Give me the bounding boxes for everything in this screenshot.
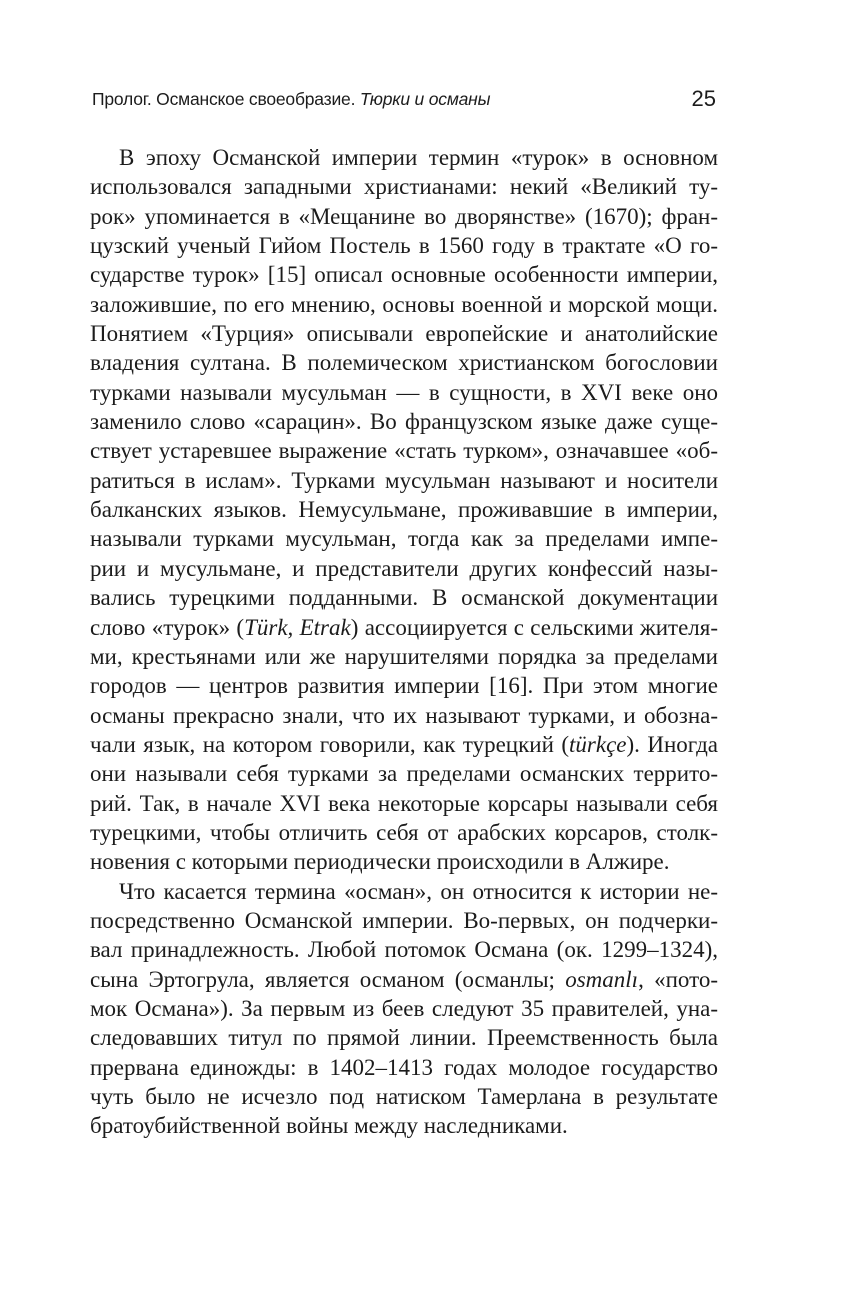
text-segment: рии и мусульмане, и представители других конфессий назы- — [90, 555, 718, 581]
text-line — [90, 554, 718, 583]
italic-term: osmanlı — [565, 966, 639, 992]
text-segment: балканских языков. Немусульмане, проживавшие в империи, — [90, 497, 718, 523]
text-segment: слово «турок» ( — [90, 614, 245, 640]
text-segment: новения с которыми периодически происходили в Алжире. — [90, 849, 670, 875]
text-line — [90, 319, 718, 348]
text-line — [90, 436, 718, 465]
text-segment: заменило слово «сарацин». Во французском языке даже суще- — [90, 409, 718, 435]
text-line — [90, 1023, 718, 1052]
running-title-subtitle: Тюрки и османы — [359, 89, 491, 109]
text-segment: посредственно Османской империи. Во-первых, он подчерки- — [90, 907, 718, 933]
running-title — [92, 89, 490, 110]
text-line — [90, 847, 718, 876]
text-line — [90, 789, 718, 818]
text-line — [90, 935, 718, 964]
running-title-main: Пролог. Османское своеобразие. — [92, 89, 360, 109]
text-segment: ратиться в ислам». Турками мусульман называют и носители — [90, 467, 718, 493]
text-line — [90, 730, 718, 759]
text-segment: ) ассоциируется с сельскими жителя- — [350, 614, 718, 640]
text-line — [90, 759, 718, 788]
text-segment: османы прекрасно знали, что их называют турками, и обозна- — [90, 702, 718, 728]
text-segment: городов — центров развития империи [16]. При этом многие — [90, 673, 718, 699]
text-segment: братоубийственной войны между наследниками. — [90, 1113, 568, 1139]
text-segment: чуть было не исчезло под натиском Тамерлана в результате — [90, 1084, 718, 1109]
text-line — [90, 877, 718, 906]
text-segment: вал принадлежность. Любой потомок Османа (ок. 1299–1324), — [90, 937, 718, 963]
text-line — [90, 994, 718, 1023]
text-segment: сына Эртогрула, является османом (османлы; — [90, 966, 566, 992]
text-line — [90, 260, 718, 289]
text-segment: ствует устаревшее выражение «стать турком», означавшее «об- — [90, 438, 718, 464]
text-segment: ). Иногда — [626, 731, 718, 757]
body-text — [90, 143, 718, 1141]
text-line — [90, 1082, 718, 1111]
text-line — [90, 231, 718, 260]
text-segment: использовался западными христианами: некий «Великий ту- — [90, 174, 718, 200]
paragraph — [90, 143, 718, 877]
text-line — [90, 407, 718, 436]
text-segment: турками называли мусульман — в сущности, в XVI веке оно — [90, 379, 718, 405]
text-line — [90, 290, 718, 319]
text-line — [90, 818, 718, 847]
text-line — [90, 378, 718, 407]
text-line — [90, 613, 718, 642]
text-segment: владения султана. В полемическом христианском богословии — [90, 350, 718, 376]
text-segment: Что касается термина «осман», он относится к истории не- — [119, 878, 718, 904]
text-segment: Понятием «Турция» описывали европейские и анатолийские — [90, 321, 718, 347]
text-segment: чали язык, на котором говорили, как турецкий ( — [90, 731, 570, 757]
text-line — [90, 583, 718, 612]
text-segment: они называли себя турками за пределами османских террито- — [90, 761, 718, 787]
text-segment: вались турецкими подданными. В османской документации — [90, 585, 718, 611]
italic-term: Türk, Etrak — [244, 614, 351, 640]
text-line — [90, 671, 718, 700]
text-line — [90, 524, 718, 553]
text-line — [90, 466, 718, 495]
text-line — [90, 701, 718, 730]
text-line — [90, 642, 718, 671]
text-segment: цузский ученый Гийом Постель в 1560 году в трактате «О го- — [90, 233, 718, 259]
text-segment: следовавших титул по прямой линии. Преемственность была — [90, 1025, 718, 1051]
text-segment: называли турками мусульман, тогда как за пределами импе- — [90, 526, 718, 552]
text-line — [90, 1053, 718, 1082]
paragraph — [90, 877, 718, 1141]
page-number: 25 — [691, 86, 716, 111]
running-header — [92, 86, 716, 116]
text-segment: рок» упоминается в «Мещанине во дворянстве» (1670); фран- — [90, 203, 718, 229]
text-line — [90, 906, 718, 935]
text-segment: турецкими, чтобы отличить себя от арабских корсаров, столк- — [90, 819, 718, 845]
text-segment: прервана единожды: в 1402–1413 годах молодое государство — [90, 1054, 718, 1080]
text-line — [90, 202, 718, 231]
text-line — [90, 172, 718, 201]
text-segment: ми, крестьянами или же нарушителями порядка за пределами — [90, 643, 718, 669]
text-line — [90, 143, 718, 172]
text-segment: , «пото- — [638, 966, 718, 992]
text-line — [90, 495, 718, 524]
italic-term: türkçe — [569, 731, 627, 757]
text-segment: заложившие, по его мнению, основы военной и морской мощи. — [90, 291, 718, 317]
text-segment: мок Османа»). За первым из беев следуют 35 правителей, уна- — [90, 995, 718, 1021]
text-line — [90, 348, 718, 377]
text-segment: сударстве турок» [15] описал основные особенности империи, — [90, 262, 718, 288]
text-segment: рий. Так, в начале XVI века некоторые корсары называли себя — [90, 790, 718, 816]
text-line — [90, 1111, 718, 1140]
text-line — [90, 965, 718, 994]
text-segment: В эпоху Османской империи термин «турок» в основном — [119, 145, 718, 170]
